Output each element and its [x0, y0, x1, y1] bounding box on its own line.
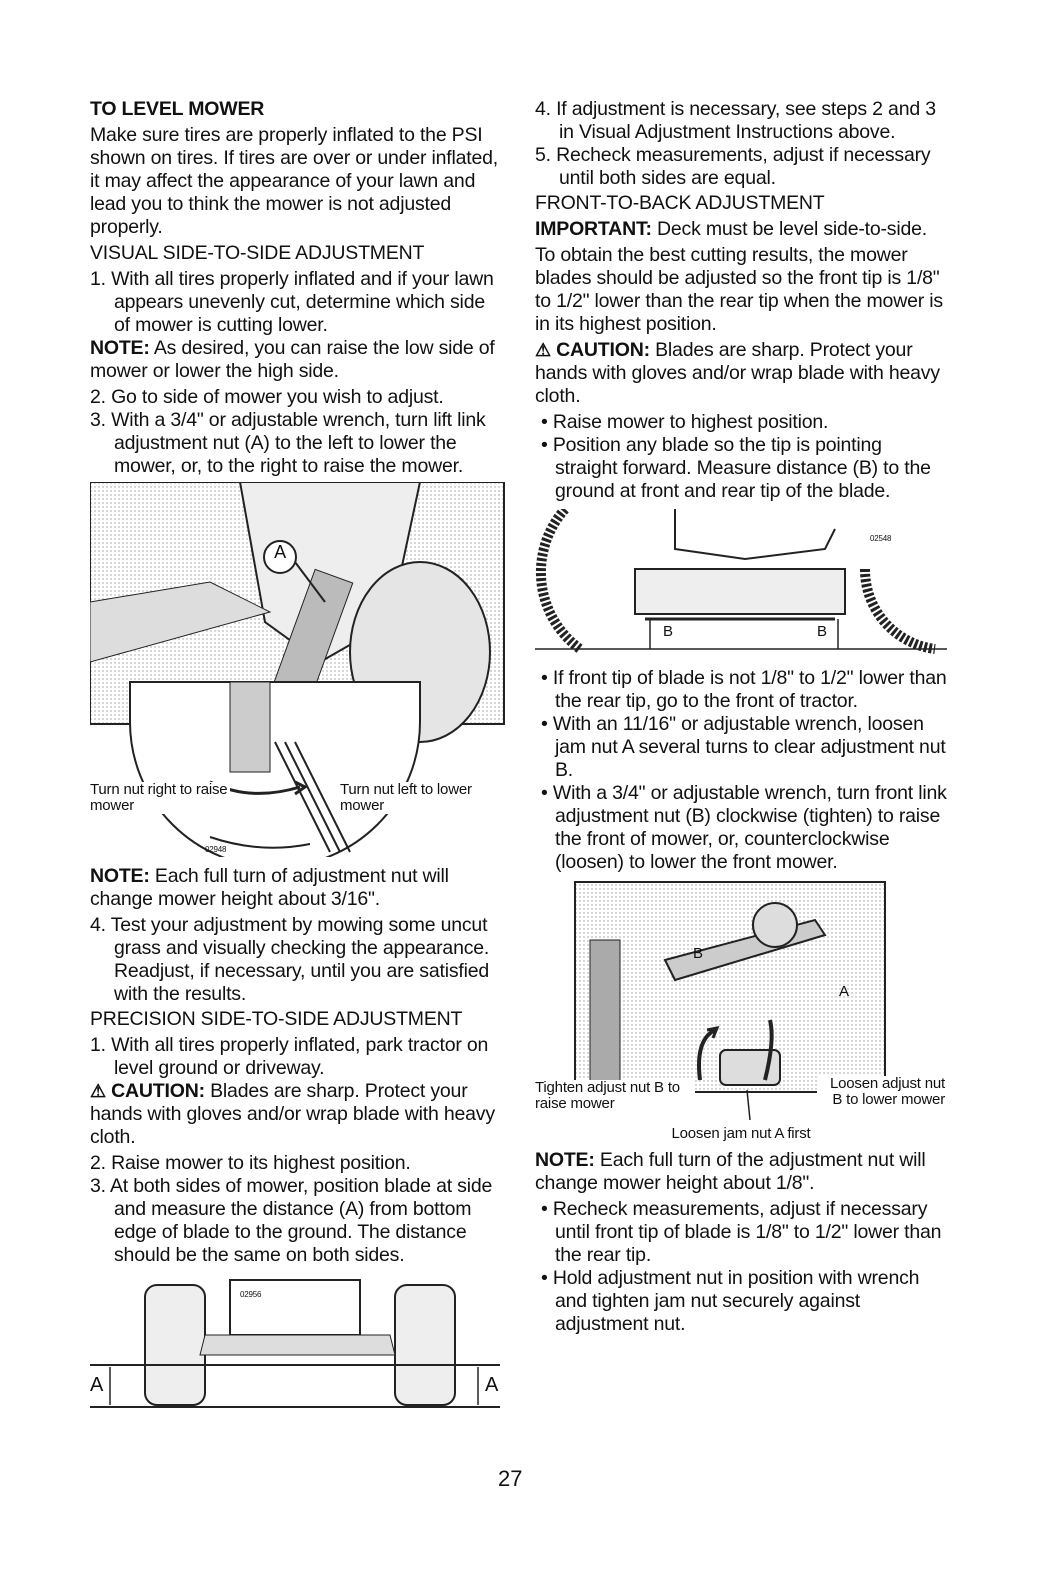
- caution-2: [535, 339, 947, 408]
- caution-text: Blades are sharp. Protect your hands with gloves and/or wrap blade with heavy cloth.: [90, 1080, 495, 1148]
- left-column: [90, 98, 505, 1418]
- callout-b-label: B: [693, 945, 703, 962]
- note-text: Each full turn of adjustment nut will change mower height about 3/16".: [90, 865, 449, 910]
- figure-code: 02956: [240, 1290, 262, 1299]
- note-label: NOTE:: [90, 337, 150, 359]
- callout-a-label: A: [839, 983, 849, 1000]
- precision-adjustment-title: PRECISION SIDE-TO-SIDE ADJUSTMENT: [90, 1008, 463, 1030]
- caption-loosen-jam-nut: Loosen jam nut A first: [671, 1125, 811, 1142]
- note-3: [535, 1149, 947, 1195]
- figure-code: 02948: [205, 845, 227, 854]
- note-text: As desired, you can raise the low side of mower or lower the high side.: [90, 337, 495, 382]
- distance-b-front: B: [663, 623, 673, 640]
- bullet-position-blade: • Position any blade so the tip is pointing straight forward. Measure distance (B) to the ground at front and rear tip of the blade.: [541, 434, 931, 502]
- bullet-text: Position any blade so the tip is pointing straight forward. Measure distance (B) to the ground at front and rear tip of the blade.: [552, 434, 931, 502]
- warning-icon: ⚠: [90, 1081, 106, 1101]
- bullet-turn-link-nut: • With a 3/4" or adjustable wrench, turn front link adjustment nut (B) clockwise (tighten) to raise the front of mower, or, counterclockwise (loosen) to lower the front mower.: [541, 782, 947, 873]
- bullet-text: With an 11/16" or adjustable wrench, loosen jam nut A several turns to clear adjustment nut B.: [552, 713, 946, 781]
- precision-step-1: 1. With all tires properly inflated, park tractor on level ground or driveway.: [90, 1034, 489, 1079]
- note-label: NOTE:: [535, 1149, 595, 1171]
- note-label: NOTE:: [90, 865, 150, 887]
- visual-step-4: 4. Test your adjustment by mowing some uncut grass and visually checking the appearance. Readjust, if necessary, until you are satisfied with the results.: [90, 914, 490, 1005]
- blade-height-figure: [90, 1275, 505, 1410]
- visual-adjustment-title: VISUAL SIDE-TO-SIDE ADJUSTMENT: [90, 242, 425, 264]
- right-column: [535, 98, 947, 1336]
- visual-step-1: 1. With all tires properly inflated and if your lawn appears unevenly cut, determine which side of mower is cutting lower.: [90, 268, 494, 336]
- caution-label: CAUTION:: [111, 1080, 205, 1102]
- caution-label: CAUTION:: [556, 339, 650, 361]
- bullet-text: Hold adjustment nut in position with wrench and tighten jam nut securely against adjustment nut.: [552, 1267, 920, 1335]
- precision-step-2: 2. Raise mower to its highest position.: [90, 1152, 411, 1174]
- lift-link-figure: [90, 482, 505, 857]
- page-number: 27: [498, 1466, 523, 1491]
- bullet-recheck: • Recheck measurements, adjust if necessary until front tip of blade is 1/8" to 1/2" lower than the rear tip.: [541, 1198, 942, 1266]
- figure-code: 02548: [870, 534, 892, 543]
- visual-step-2: 2. Go to side of mower you wish to adjust.: [90, 386, 444, 408]
- front-to-back-title: FRONT-TO-BACK ADJUSTMENT: [535, 192, 825, 214]
- bullet-text: With a 3/4" or adjustable wrench, turn front link adjustment nut (B) clockwise (tighten) to raise the front of mower, or, counterclockwise (loosen) to lower the front mower.: [552, 782, 947, 873]
- distance-a-right: A: [485, 1374, 499, 1396]
- caution-1: [90, 1080, 505, 1149]
- bullet-raise-mower: • Raise mower to highest position.: [541, 411, 829, 433]
- bullet-front-tip: • If front tip of blade is not 1/8" to 1/2" lower than the rear tip, go to the front of tractor.: [541, 667, 947, 712]
- distance-a-left: A: [90, 1374, 104, 1396]
- front-link-figure: [535, 880, 947, 1120]
- precision-step-5: 5. Recheck measurements, adjust if necessary until both sides are equal.: [535, 144, 931, 189]
- bullet-text: If front tip of blade is not 1/8" to 1/2" lower than the rear tip, go to the front of tractor.: [552, 667, 947, 712]
- blade-tip-figure: [535, 509, 947, 659]
- important-text: Deck must be level side-to-side.: [651, 218, 927, 240]
- bullet-hold-nut: • Hold adjustment nut in position with wrench and tighten jam nut securely against adjustment nut.: [541, 1267, 920, 1335]
- important-note: [535, 218, 947, 241]
- front-to-back-intro: To obtain the best cutting results, the mower blades should be adjusted so the front tip is 1/8" to 1/2" lower than the rear tip when the mower is in its highest position.: [535, 244, 943, 335]
- caption-loosen: Loosen adjust nut B to lower mower: [817, 1076, 945, 1108]
- bullet-loosen-jam-nut: • With an 11/16" or adjustable wrench, loosen jam nut A several turns to clear adjustment nut B.: [541, 713, 946, 781]
- callout-a-label: A: [274, 542, 286, 562]
- caption-turn-right: Turn nut right to raise mower: [90, 782, 230, 814]
- note-1: [90, 337, 505, 383]
- intro-paragraph: Make sure tires are properly inflated to the PSI shown on tires. If tires are over or under inflated, it may affect the appearance of your lawn and lead you to think the mower is not adjusted properly.: [90, 124, 498, 238]
- note-2: [90, 865, 505, 911]
- visual-step-3: 3. With a 3/4" or adjustable wrench, turn lift link adjustment nut (A) to the left to lower the mower, or, to the right to raise the mower.: [90, 409, 486, 477]
- caption-tighten: Tighten adjust nut B to raise mower: [535, 1080, 695, 1112]
- bullet-text: Recheck measurements, adjust if necessary until front tip of blade is 1/8" to 1/2" lower than the rear tip.: [552, 1198, 942, 1266]
- important-label: IMPORTANT:: [535, 218, 652, 240]
- note-text: Each full turn of the adjustment nut will change mower height about 1/8".: [535, 1149, 926, 1194]
- bullet-text: Raise mower to highest position.: [552, 411, 829, 433]
- caption-turn-left: Turn nut left to lower mower: [340, 782, 480, 814]
- warning-icon: ⚠: [535, 340, 551, 360]
- section-heading: TO LEVEL MOWER: [90, 98, 265, 120]
- precision-step-4: 4. If adjustment is necessary, see steps 2 and 3 in Visual Adjustment Instructions above.: [535, 98, 936, 143]
- precision-step-3: 3. At both sides of mower, position blade at side and measure the distance (A) from bottom edge of blade to the ground. The distance should be the same on both sides.: [90, 1175, 493, 1266]
- caution-text: Blades are sharp. Protect your hands with gloves and/or wrap blade with heavy cloth.: [535, 339, 940, 407]
- distance-b-rear: B: [817, 623, 827, 640]
